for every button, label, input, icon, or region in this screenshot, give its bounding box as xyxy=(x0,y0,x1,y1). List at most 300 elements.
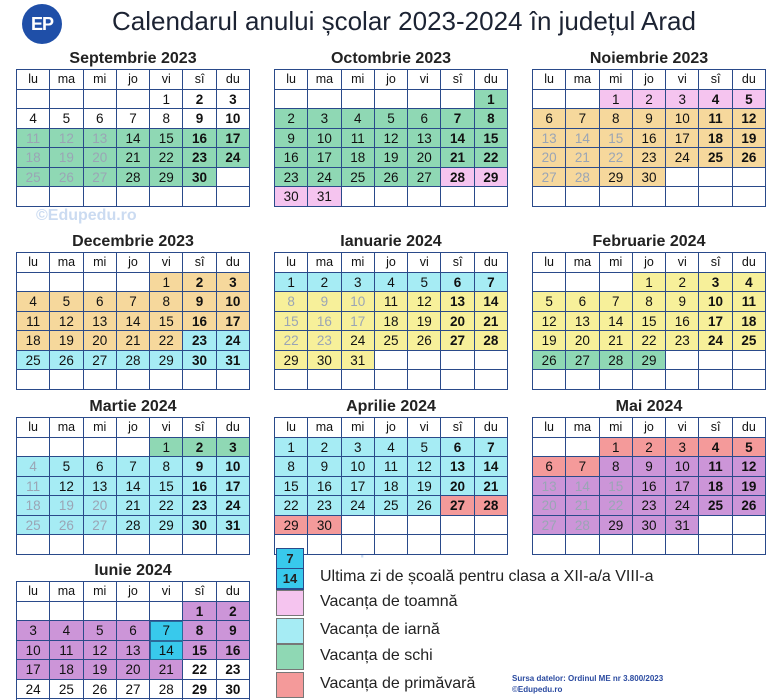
empty-cell xyxy=(533,438,566,458)
month-septembrie xyxy=(16,49,250,207)
empty-cell xyxy=(566,90,599,110)
day-cell: 2 xyxy=(666,273,699,293)
day-cell: 29 xyxy=(600,168,633,188)
weekday-header: lu xyxy=(17,418,50,438)
day-cell: 15 xyxy=(150,477,183,497)
day-cell: 3 xyxy=(666,90,699,110)
month-title: Februarie 2024 xyxy=(592,233,706,250)
empty-cell xyxy=(733,351,766,371)
weekday-header: jo xyxy=(633,253,666,273)
day-cell: 5 xyxy=(375,109,408,129)
day-cell: 22 xyxy=(633,331,666,351)
month-title: Iunie 2024 xyxy=(94,562,172,579)
empty-cell xyxy=(217,168,250,188)
day-cell: 16 xyxy=(183,312,216,332)
month-grid xyxy=(532,417,766,555)
day-cell: 23 xyxy=(308,331,341,351)
day-cell: 24 xyxy=(17,680,50,700)
weekday-header: ma xyxy=(50,418,83,438)
day-cell: 19 xyxy=(408,477,441,497)
empty-cell xyxy=(17,602,50,622)
day-cell: 9 xyxy=(666,292,699,312)
legend-toamna-label: Vacanța de toamnă xyxy=(320,593,458,610)
month-februarie xyxy=(532,232,766,390)
day-cell: 18 xyxy=(699,129,732,149)
day-cell: 19 xyxy=(375,148,408,168)
day-cell: 9 xyxy=(633,109,666,129)
month-title: Decembrie 2023 xyxy=(72,233,194,250)
day-cell: 18 xyxy=(50,660,83,680)
weekday-header: ma xyxy=(566,70,599,90)
empty-cell xyxy=(117,90,150,110)
day-cell: 7 xyxy=(117,292,150,312)
day-cell: 14 xyxy=(441,129,474,149)
day-cell: 4 xyxy=(375,438,408,458)
empty-cell xyxy=(408,351,441,371)
source-line-2: ©Edupedu.ro xyxy=(512,685,563,694)
day-cell: 22 xyxy=(600,496,633,516)
empty-cell xyxy=(566,370,599,390)
month-grid xyxy=(274,252,508,390)
empty-cell xyxy=(17,535,50,555)
day-cell: 14 xyxy=(117,312,150,332)
day-cell: 25 xyxy=(342,168,375,188)
day-cell: 2 xyxy=(183,438,216,458)
day-cell: 6 xyxy=(441,273,474,293)
day-cell: 16 xyxy=(183,477,216,497)
legend-iarna-swatch xyxy=(276,618,304,644)
day-cell: 17 xyxy=(699,312,732,332)
legend-iarna xyxy=(276,618,656,644)
weekday-header: jo xyxy=(117,70,150,90)
day-cell: 16 xyxy=(217,641,250,661)
day-cell: 18 xyxy=(375,312,408,332)
day-cell: 8 xyxy=(183,621,216,641)
day-cell: 27 xyxy=(117,680,150,700)
weekday-header: lu xyxy=(533,253,566,273)
empty-cell xyxy=(275,370,308,390)
day-cell: 6 xyxy=(441,438,474,458)
weekday-header: lu xyxy=(533,70,566,90)
month-octombrie xyxy=(274,49,508,207)
day-cell: 19 xyxy=(50,496,83,516)
empty-cell xyxy=(342,516,375,536)
day-cell: 22 xyxy=(183,660,216,680)
day-cell: 2 xyxy=(183,273,216,293)
day-cell: 19 xyxy=(733,129,766,149)
empty-cell xyxy=(633,370,666,390)
empty-cell xyxy=(84,370,117,390)
day-cell: 11 xyxy=(17,312,50,332)
day-cell: 26 xyxy=(84,680,117,700)
day-cell: 6 xyxy=(566,292,599,312)
weekday-header: mi xyxy=(84,418,117,438)
empty-cell xyxy=(183,370,216,390)
weekday-header: du xyxy=(475,253,508,273)
weekday-header: du xyxy=(217,418,250,438)
weekday-header: jo xyxy=(375,253,408,273)
empty-cell xyxy=(117,370,150,390)
weekday-header: ma xyxy=(50,582,83,602)
empty-cell xyxy=(533,273,566,293)
day-cell: 14 xyxy=(117,477,150,497)
day-cell: 6 xyxy=(408,109,441,129)
weekday-header: jo xyxy=(375,418,408,438)
day-cell: 25 xyxy=(375,496,408,516)
day-cell: 12 xyxy=(375,129,408,149)
day-cell: 24 xyxy=(699,331,732,351)
empty-cell xyxy=(699,370,732,390)
weekday-header: sî xyxy=(441,70,474,90)
legend-schi-swatch xyxy=(276,644,304,670)
day-cell: 10 xyxy=(342,457,375,477)
empty-cell xyxy=(150,370,183,390)
day-cell: 16 xyxy=(183,129,216,149)
day-cell: 6 xyxy=(533,109,566,129)
day-cell: 25 xyxy=(17,351,50,371)
day-cell: 18 xyxy=(17,496,50,516)
weekday-header: lu xyxy=(275,253,308,273)
day-cell: 9 xyxy=(183,292,216,312)
weekday-header: lu xyxy=(533,418,566,438)
weekday-header: ma xyxy=(50,70,83,90)
weekday-header: du xyxy=(217,582,250,602)
month-grid xyxy=(532,252,766,390)
day-cell: 10 xyxy=(308,129,341,149)
empty-cell xyxy=(475,516,508,536)
weekday-header: du xyxy=(733,70,766,90)
legend-last-day xyxy=(276,548,656,586)
month-title: Mai 2024 xyxy=(615,398,683,415)
day-cell: 29 xyxy=(183,680,216,700)
day-cell: 27 xyxy=(566,351,599,371)
day-cell: 5 xyxy=(50,292,83,312)
day-cell: 17 xyxy=(217,312,250,332)
empty-cell xyxy=(533,90,566,110)
day-cell: 6 xyxy=(84,457,117,477)
day-cell: 13 xyxy=(408,129,441,149)
month-noiembrie xyxy=(532,49,766,207)
day-cell: 5 xyxy=(50,109,83,129)
day-cell: 9 xyxy=(183,109,216,129)
day-cell: 28 xyxy=(566,168,599,188)
day-cell: 8 xyxy=(150,457,183,477)
day-cell: 27 xyxy=(84,168,117,188)
empty-cell xyxy=(600,187,633,207)
day-cell: 13 xyxy=(441,457,474,477)
month-aprilie xyxy=(274,397,508,555)
day-cell: 2 xyxy=(275,109,308,129)
month-title: Septembrie 2023 xyxy=(69,50,197,67)
day-cell: 20 xyxy=(117,660,150,680)
day-cell: 26 xyxy=(375,168,408,188)
weekday-header: vi xyxy=(666,70,699,90)
legend-toamna xyxy=(276,590,656,616)
weekday-header: ma xyxy=(308,253,341,273)
day-cell: 17 xyxy=(342,312,375,332)
day-cell: 6 xyxy=(84,109,117,129)
day-cell: 15 xyxy=(275,312,308,332)
day-cell: 24 xyxy=(666,148,699,168)
weekday-header: ma xyxy=(566,253,599,273)
day-cell: 10 xyxy=(342,292,375,312)
day-cell: 2 xyxy=(183,90,216,110)
day-cell: 14 xyxy=(475,292,508,312)
weekday-header: du xyxy=(217,253,250,273)
day-cell: 18 xyxy=(342,148,375,168)
day-cell: 27 xyxy=(533,516,566,536)
day-cell: 26 xyxy=(533,351,566,371)
empty-cell xyxy=(699,535,732,555)
weekday-header: ma xyxy=(566,418,599,438)
day-cell: 28 xyxy=(117,168,150,188)
day-cell: 19 xyxy=(533,331,566,351)
empty-cell xyxy=(308,90,341,110)
empty-cell xyxy=(17,370,50,390)
day-cell: 24 xyxy=(342,496,375,516)
weekday-header: sî xyxy=(183,253,216,273)
weekday-header: mi xyxy=(84,253,117,273)
weekday-header: jo xyxy=(117,253,150,273)
day-cell: 12 xyxy=(50,312,83,332)
day-cell: 12 xyxy=(408,292,441,312)
day-cell: 2 xyxy=(633,90,666,110)
month-grid xyxy=(16,252,250,390)
day-cell: 28 xyxy=(475,496,508,516)
day-cell: 16 xyxy=(308,312,341,332)
day-cell: 13 xyxy=(441,292,474,312)
empty-cell xyxy=(699,168,732,188)
day-cell: 27 xyxy=(408,168,441,188)
day-cell: 25 xyxy=(375,331,408,351)
day-cell: 11 xyxy=(699,457,732,477)
weekday-header: du xyxy=(733,253,766,273)
day-cell: 14 xyxy=(475,457,508,477)
weekday-header: mi xyxy=(342,418,375,438)
day-cell: 16 xyxy=(633,477,666,497)
day-cell: 19 xyxy=(408,312,441,332)
day-cell: 19 xyxy=(50,331,83,351)
empty-cell xyxy=(600,273,633,293)
day-cell: 3 xyxy=(699,273,732,293)
day-cell: 17 xyxy=(217,477,250,497)
day-cell: 9 xyxy=(633,457,666,477)
day-cell: 7 xyxy=(566,457,599,477)
day-cell: 7 xyxy=(150,621,183,641)
day-cell: 20 xyxy=(533,148,566,168)
empty-cell xyxy=(50,370,83,390)
month-decembrie xyxy=(16,232,250,390)
month-title: Noiembrie 2023 xyxy=(589,50,709,67)
day-cell: 17 xyxy=(308,148,341,168)
day-cell: 23 xyxy=(633,496,666,516)
day-cell: 24 xyxy=(342,331,375,351)
day-cell: 15 xyxy=(150,312,183,332)
day-cell: 30 xyxy=(308,351,341,371)
weekday-header: sî xyxy=(183,418,216,438)
empty-cell xyxy=(666,187,699,207)
day-cell: 3 xyxy=(308,109,341,129)
day-cell: 19 xyxy=(733,477,766,497)
day-cell: 30 xyxy=(275,187,308,207)
day-cell: 26 xyxy=(733,496,766,516)
day-cell: 1 xyxy=(600,90,633,110)
legend-last-day-swatch xyxy=(276,548,304,590)
day-cell: 20 xyxy=(441,312,474,332)
day-cell: 23 xyxy=(275,168,308,188)
day-cell: 31 xyxy=(666,516,699,536)
empty-cell xyxy=(733,168,766,188)
day-cell: 26 xyxy=(408,496,441,516)
empty-cell xyxy=(50,438,83,458)
day-cell: 12 xyxy=(533,312,566,332)
day-cell: 14 xyxy=(566,477,599,497)
day-cell: 4 xyxy=(17,457,50,477)
day-cell: 9 xyxy=(275,129,308,149)
empty-cell xyxy=(733,516,766,536)
day-cell: 20 xyxy=(533,496,566,516)
day-cell: 4 xyxy=(375,273,408,293)
day-cell: 12 xyxy=(733,109,766,129)
empty-cell xyxy=(566,438,599,458)
day-cell: 8 xyxy=(633,292,666,312)
empty-cell xyxy=(666,168,699,188)
day-cell: 27 xyxy=(441,331,474,351)
day-cell: 19 xyxy=(84,660,117,680)
weekday-header: mi xyxy=(600,253,633,273)
day-cell: 27 xyxy=(533,168,566,188)
day-cell: 14 xyxy=(566,129,599,149)
day-cell: 28 xyxy=(475,331,508,351)
day-cell: 25 xyxy=(699,496,732,516)
source-note xyxy=(512,673,663,695)
empty-cell xyxy=(600,370,633,390)
day-cell: 24 xyxy=(217,331,250,351)
day-cell: 5 xyxy=(408,273,441,293)
weekday-header: jo xyxy=(633,70,666,90)
day-cell: 11 xyxy=(342,129,375,149)
day-cell: 8 xyxy=(600,109,633,129)
day-cell: 14 xyxy=(600,312,633,332)
day-cell: 24 xyxy=(217,496,250,516)
day-cell: 8 xyxy=(150,109,183,129)
legend-schi-label: Vacanța de schi xyxy=(320,647,433,664)
empty-cell xyxy=(566,273,599,293)
month-title: Octombrie 2023 xyxy=(330,50,452,67)
day-cell: 16 xyxy=(308,477,341,497)
day-cell: 1 xyxy=(633,273,666,293)
empty-cell xyxy=(84,438,117,458)
day-cell: 15 xyxy=(275,477,308,497)
day-cell: 1 xyxy=(275,438,308,458)
day-cell: 28 xyxy=(566,516,599,536)
day-cell: 15 xyxy=(475,129,508,149)
empty-cell xyxy=(441,516,474,536)
empty-cell xyxy=(666,351,699,371)
day-cell: 12 xyxy=(50,477,83,497)
day-cell: 3 xyxy=(217,438,250,458)
empty-cell xyxy=(533,370,566,390)
day-cell: 21 xyxy=(117,496,150,516)
day-cell: 22 xyxy=(275,496,308,516)
empty-cell xyxy=(699,351,732,371)
legend-last-day-bottom: 14 xyxy=(277,569,303,589)
day-cell: 20 xyxy=(566,331,599,351)
day-cell: 29 xyxy=(150,168,183,188)
empty-cell xyxy=(408,187,441,207)
month-grid xyxy=(274,417,508,555)
weekday-header: mi xyxy=(84,70,117,90)
day-cell: 23 xyxy=(633,148,666,168)
day-cell: 8 xyxy=(275,457,308,477)
day-cell: 5 xyxy=(733,90,766,110)
weekday-header: lu xyxy=(17,582,50,602)
month-title: Ianuarie 2024 xyxy=(340,233,442,250)
weekday-header: jo xyxy=(633,418,666,438)
day-cell: 22 xyxy=(275,331,308,351)
empty-cell xyxy=(17,438,50,458)
empty-cell xyxy=(217,187,250,207)
day-cell: 22 xyxy=(600,148,633,168)
day-cell: 25 xyxy=(17,516,50,536)
day-cell: 1 xyxy=(183,602,216,622)
empty-cell xyxy=(17,90,50,110)
empty-cell xyxy=(84,602,117,622)
weekday-header: vi xyxy=(666,418,699,438)
day-cell: 31 xyxy=(217,516,250,536)
day-cell: 22 xyxy=(150,496,183,516)
empty-cell xyxy=(84,90,117,110)
watermark-1: ©Edupedu.ro xyxy=(36,207,137,224)
weekday-header: jo xyxy=(375,70,408,90)
empty-cell xyxy=(17,273,50,293)
day-cell: 17 xyxy=(342,477,375,497)
day-cell: 1 xyxy=(475,90,508,110)
day-cell: 20 xyxy=(84,331,117,351)
weekday-header: vi xyxy=(666,253,699,273)
day-cell: 28 xyxy=(600,351,633,371)
day-cell: 23 xyxy=(183,148,216,168)
day-cell: 25 xyxy=(17,168,50,188)
empty-cell xyxy=(50,90,83,110)
empty-cell xyxy=(375,516,408,536)
empty-cell xyxy=(150,602,183,622)
day-cell: 14 xyxy=(150,641,183,661)
day-cell: 17 xyxy=(217,129,250,149)
day-cell: 12 xyxy=(733,457,766,477)
empty-cell xyxy=(633,187,666,207)
day-cell: 29 xyxy=(600,516,633,536)
month-grid xyxy=(274,69,508,207)
day-cell: 22 xyxy=(150,331,183,351)
day-cell: 26 xyxy=(50,351,83,371)
day-cell: 29 xyxy=(275,516,308,536)
day-cell: 21 xyxy=(441,148,474,168)
empty-cell xyxy=(342,187,375,207)
empty-cell xyxy=(84,273,117,293)
day-cell: 10 xyxy=(666,109,699,129)
day-cell: 2 xyxy=(308,438,341,458)
legend-last-day-label: Ultima zi de școală pentru clasa a XII-a/a VIII-a xyxy=(320,568,654,585)
empty-cell xyxy=(150,187,183,207)
day-cell: 29 xyxy=(475,168,508,188)
day-cell: 23 xyxy=(183,331,216,351)
day-cell: 3 xyxy=(17,621,50,641)
day-cell: 28 xyxy=(150,680,183,700)
day-cell: 15 xyxy=(600,477,633,497)
legend-primavara-label: Vacanța de primăvară xyxy=(320,675,476,692)
weekday-header: lu xyxy=(275,70,308,90)
